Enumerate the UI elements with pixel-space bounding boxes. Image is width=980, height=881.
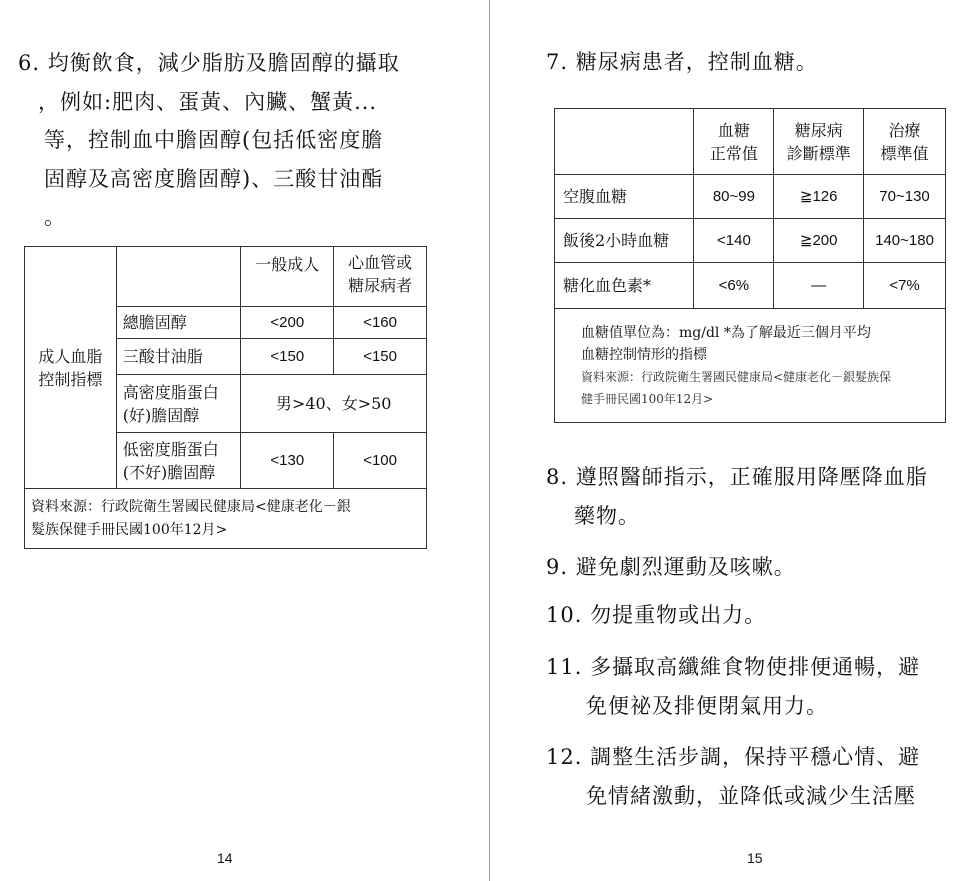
header-line: 糖尿病 <box>794 120 843 140</box>
empty-header-cell <box>116 247 241 307</box>
row-group-label <box>25 247 117 489</box>
item-6-line: 固醇及高密度膽固醇)、三酸甘油酯 <box>44 166 384 191</box>
row-label: 糖化血色素* <box>555 263 694 309</box>
cell-cardio: <100 <box>334 433 427 489</box>
row-label <box>116 375 241 433</box>
cell-treatment: 140~180 <box>864 219 946 263</box>
page-number-left: 14 <box>217 850 233 866</box>
row-label-line: (好)膽固醇 <box>122 405 200 425</box>
cell-general: <150 <box>241 339 334 375</box>
header-diagnosis <box>774 109 864 175</box>
item-7-line: 7. 糖尿病患者，控制血糖。 <box>546 50 818 74</box>
item-6-line: 。 <box>44 205 66 229</box>
row-label: 空腹血糖 <box>555 175 694 219</box>
header-general-adult: 一般成人 <box>241 247 334 307</box>
item-12 <box>546 738 920 815</box>
row-label: 三酸甘油脂 <box>116 339 241 375</box>
table-row <box>555 219 946 263</box>
row-group-label-line: 成人血脂 <box>38 346 103 366</box>
item-11 <box>546 648 920 725</box>
header-cardio-diabetes <box>334 247 427 307</box>
item-7 <box>546 43 818 82</box>
table-note <box>555 309 946 423</box>
item-6-line: 等，控制血中膽固醇(包括低密度膽 <box>44 128 384 152</box>
right-page <box>490 0 980 881</box>
header-treatment <box>864 109 946 175</box>
table-note-row <box>555 309 946 423</box>
item-11-line: 11. 多攝取高纖維食物使排便通暢，避 <box>546 655 921 679</box>
header-line: 正常值 <box>709 143 758 163</box>
note-line: 血糖控制情形的指標 <box>581 346 707 363</box>
row-group-label-line: 控制指標 <box>38 369 103 389</box>
cell-treatment: 70~130 <box>864 175 946 219</box>
cell-cardio: <150 <box>334 339 427 375</box>
table-header-row <box>25 247 427 307</box>
item-11-line: 免便祕及排便閉氣用力。 <box>586 693 828 718</box>
cell-general: <130 <box>241 433 334 489</box>
row-label: 總膽固醇 <box>116 307 241 339</box>
table-source-row <box>25 489 427 549</box>
item-9-line: 9. 避免劇烈運動及咳嗽。 <box>546 555 796 579</box>
source-line: 髮族保健手冊民國100年12月> <box>31 521 228 538</box>
row-label-line: (不好)膽固醇 <box>122 462 216 482</box>
item-9 <box>546 548 796 587</box>
table-row <box>555 263 946 309</box>
header-line: 血糖 <box>717 120 750 140</box>
header-normal <box>694 109 774 175</box>
item-6-line: ，例如:肥肉、蛋黃、內臟、蟹黃... <box>38 89 378 114</box>
table-row <box>555 175 946 219</box>
table-source <box>25 489 427 549</box>
item-12-line: 免情緒激動，並降低或減少生活壓 <box>586 783 916 808</box>
item-8-line: 8. 遵照醫師指示，正確服用降壓降血脂 <box>546 465 928 489</box>
cell-cardio: <160 <box>334 307 427 339</box>
header-line: 心血管或 <box>348 253 413 272</box>
item-6 <box>18 44 400 237</box>
item-12-line: 12. 調整生活步調，保持平穩心情、避 <box>546 745 921 769</box>
row-label: 飯後2小時血糖 <box>555 219 694 263</box>
source-line: 資料來源：行政院衛生署國民健康局<健康老化－銀髮族保 <box>581 369 892 384</box>
empty-header-cell <box>555 109 694 175</box>
table-header-row <box>555 109 946 175</box>
cell-diagnosis: — <box>774 263 864 309</box>
item-10-line: 10. 勿提重物或出力。 <box>546 603 767 627</box>
lipid-control-table <box>24 246 427 549</box>
cell-general: <200 <box>241 307 334 339</box>
blood-sugar-table <box>554 108 946 423</box>
row-label-line: 低密度脂蛋白 <box>122 439 219 459</box>
item-10 <box>546 596 766 635</box>
header-line: 糖尿病者 <box>348 276 413 295</box>
item-6-line: 6. 均衡飲食，減少脂肪及膽固醇的攝取 <box>18 51 400 75</box>
cell-diagnosis: ≧200 <box>774 219 864 263</box>
cell-diagnosis: ≧126 <box>774 175 864 219</box>
cell-normal: 80~99 <box>694 175 774 219</box>
header-line: 治療 <box>888 120 921 140</box>
cell-normal: <140 <box>694 219 774 263</box>
cell-treatment: <7% <box>864 263 946 309</box>
page-number-right: 15 <box>747 850 763 866</box>
source-line: 健手冊民國100年12月> <box>581 391 714 406</box>
source-line: 資料來源：行政院衛生署國民健康局<健康老化－銀 <box>31 498 351 515</box>
header-line: 診斷標準 <box>786 143 851 163</box>
row-label <box>116 433 241 489</box>
note-line: 血糖值單位為：mg/dl *為了解最近三個月平均 <box>581 324 871 341</box>
row-label-line: 高密度脂蛋白 <box>122 382 219 402</box>
cell-merged: 男>40、女>50 <box>241 375 427 433</box>
cell-normal: <6% <box>694 263 774 309</box>
item-8-line: 藥物。 <box>574 503 640 528</box>
header-line: 標準值 <box>880 143 929 163</box>
item-8 <box>546 458 928 535</box>
